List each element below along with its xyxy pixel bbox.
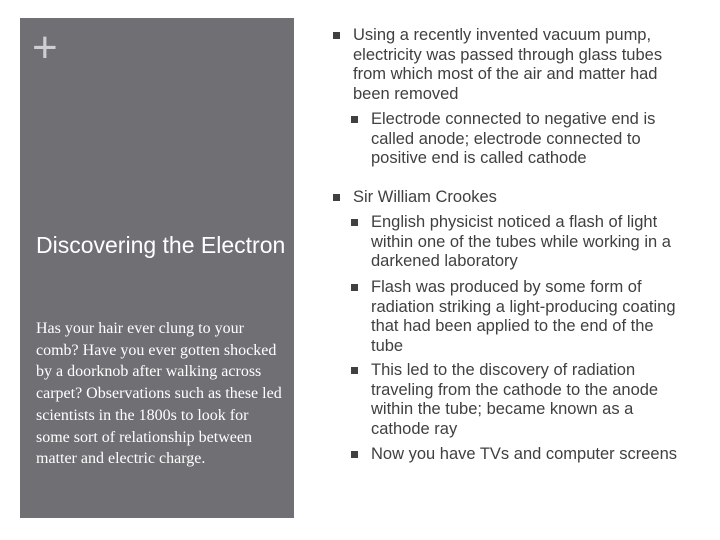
title-panel: [20, 18, 294, 518]
bullet-square-icon: [351, 284, 358, 291]
bullet-item: [333, 188, 688, 208]
slide-title: Discovering the Electron: [36, 232, 286, 258]
sub-bullet-item: [351, 110, 688, 169]
bullet-text: Using a recently invented vacuum pump, electricity was passed through glass tubes from which most of the air and matter had been removed: [353, 26, 663, 104]
sub-bullet-item: [351, 213, 688, 272]
bullet-square-icon: [333, 194, 340, 201]
bullet-text: Flash was produced by some form of radiation striking a light-producing coating that had been applied to the end of the tube: [371, 278, 676, 356]
bullet-text: Now you have TVs and computer screens: [371, 445, 678, 463]
bullet-text: This led to the discovery of radiation traveling from the cathode to the anode within the tube; became known as a cathode ray: [371, 361, 659, 439]
sub-bullet-item: [351, 278, 688, 357]
plus-icon: +: [32, 23, 58, 72]
bullet-square-icon: [351, 219, 358, 226]
slide-intro-text: Has your hair ever clung to your comb? Have you ever gotten shocked by a doorknob after walking across carpet? Observations such as these led scientists in the 1800s to look for some sort of relationship between matter and electric charge.: [36, 320, 282, 468]
bullet-item: [333, 26, 688, 105]
sub-bullet-item: [351, 361, 688, 440]
bullet-square-icon: [333, 32, 340, 39]
bullet-square-icon: [351, 116, 358, 123]
sub-bullet-item: [351, 445, 688, 465]
bullet-text: Sir William Crookes: [353, 188, 497, 206]
bullet-text: English physicist noticed a flash of light within one of the tubes while working in a darkened laboratory: [371, 213, 671, 271]
bullet-text: Electrode connected to negative end is called anode; electrode connected to positive end is called cathode: [371, 110, 656, 168]
bullet-square-icon: [351, 367, 358, 374]
bullet-square-icon: [351, 451, 358, 458]
